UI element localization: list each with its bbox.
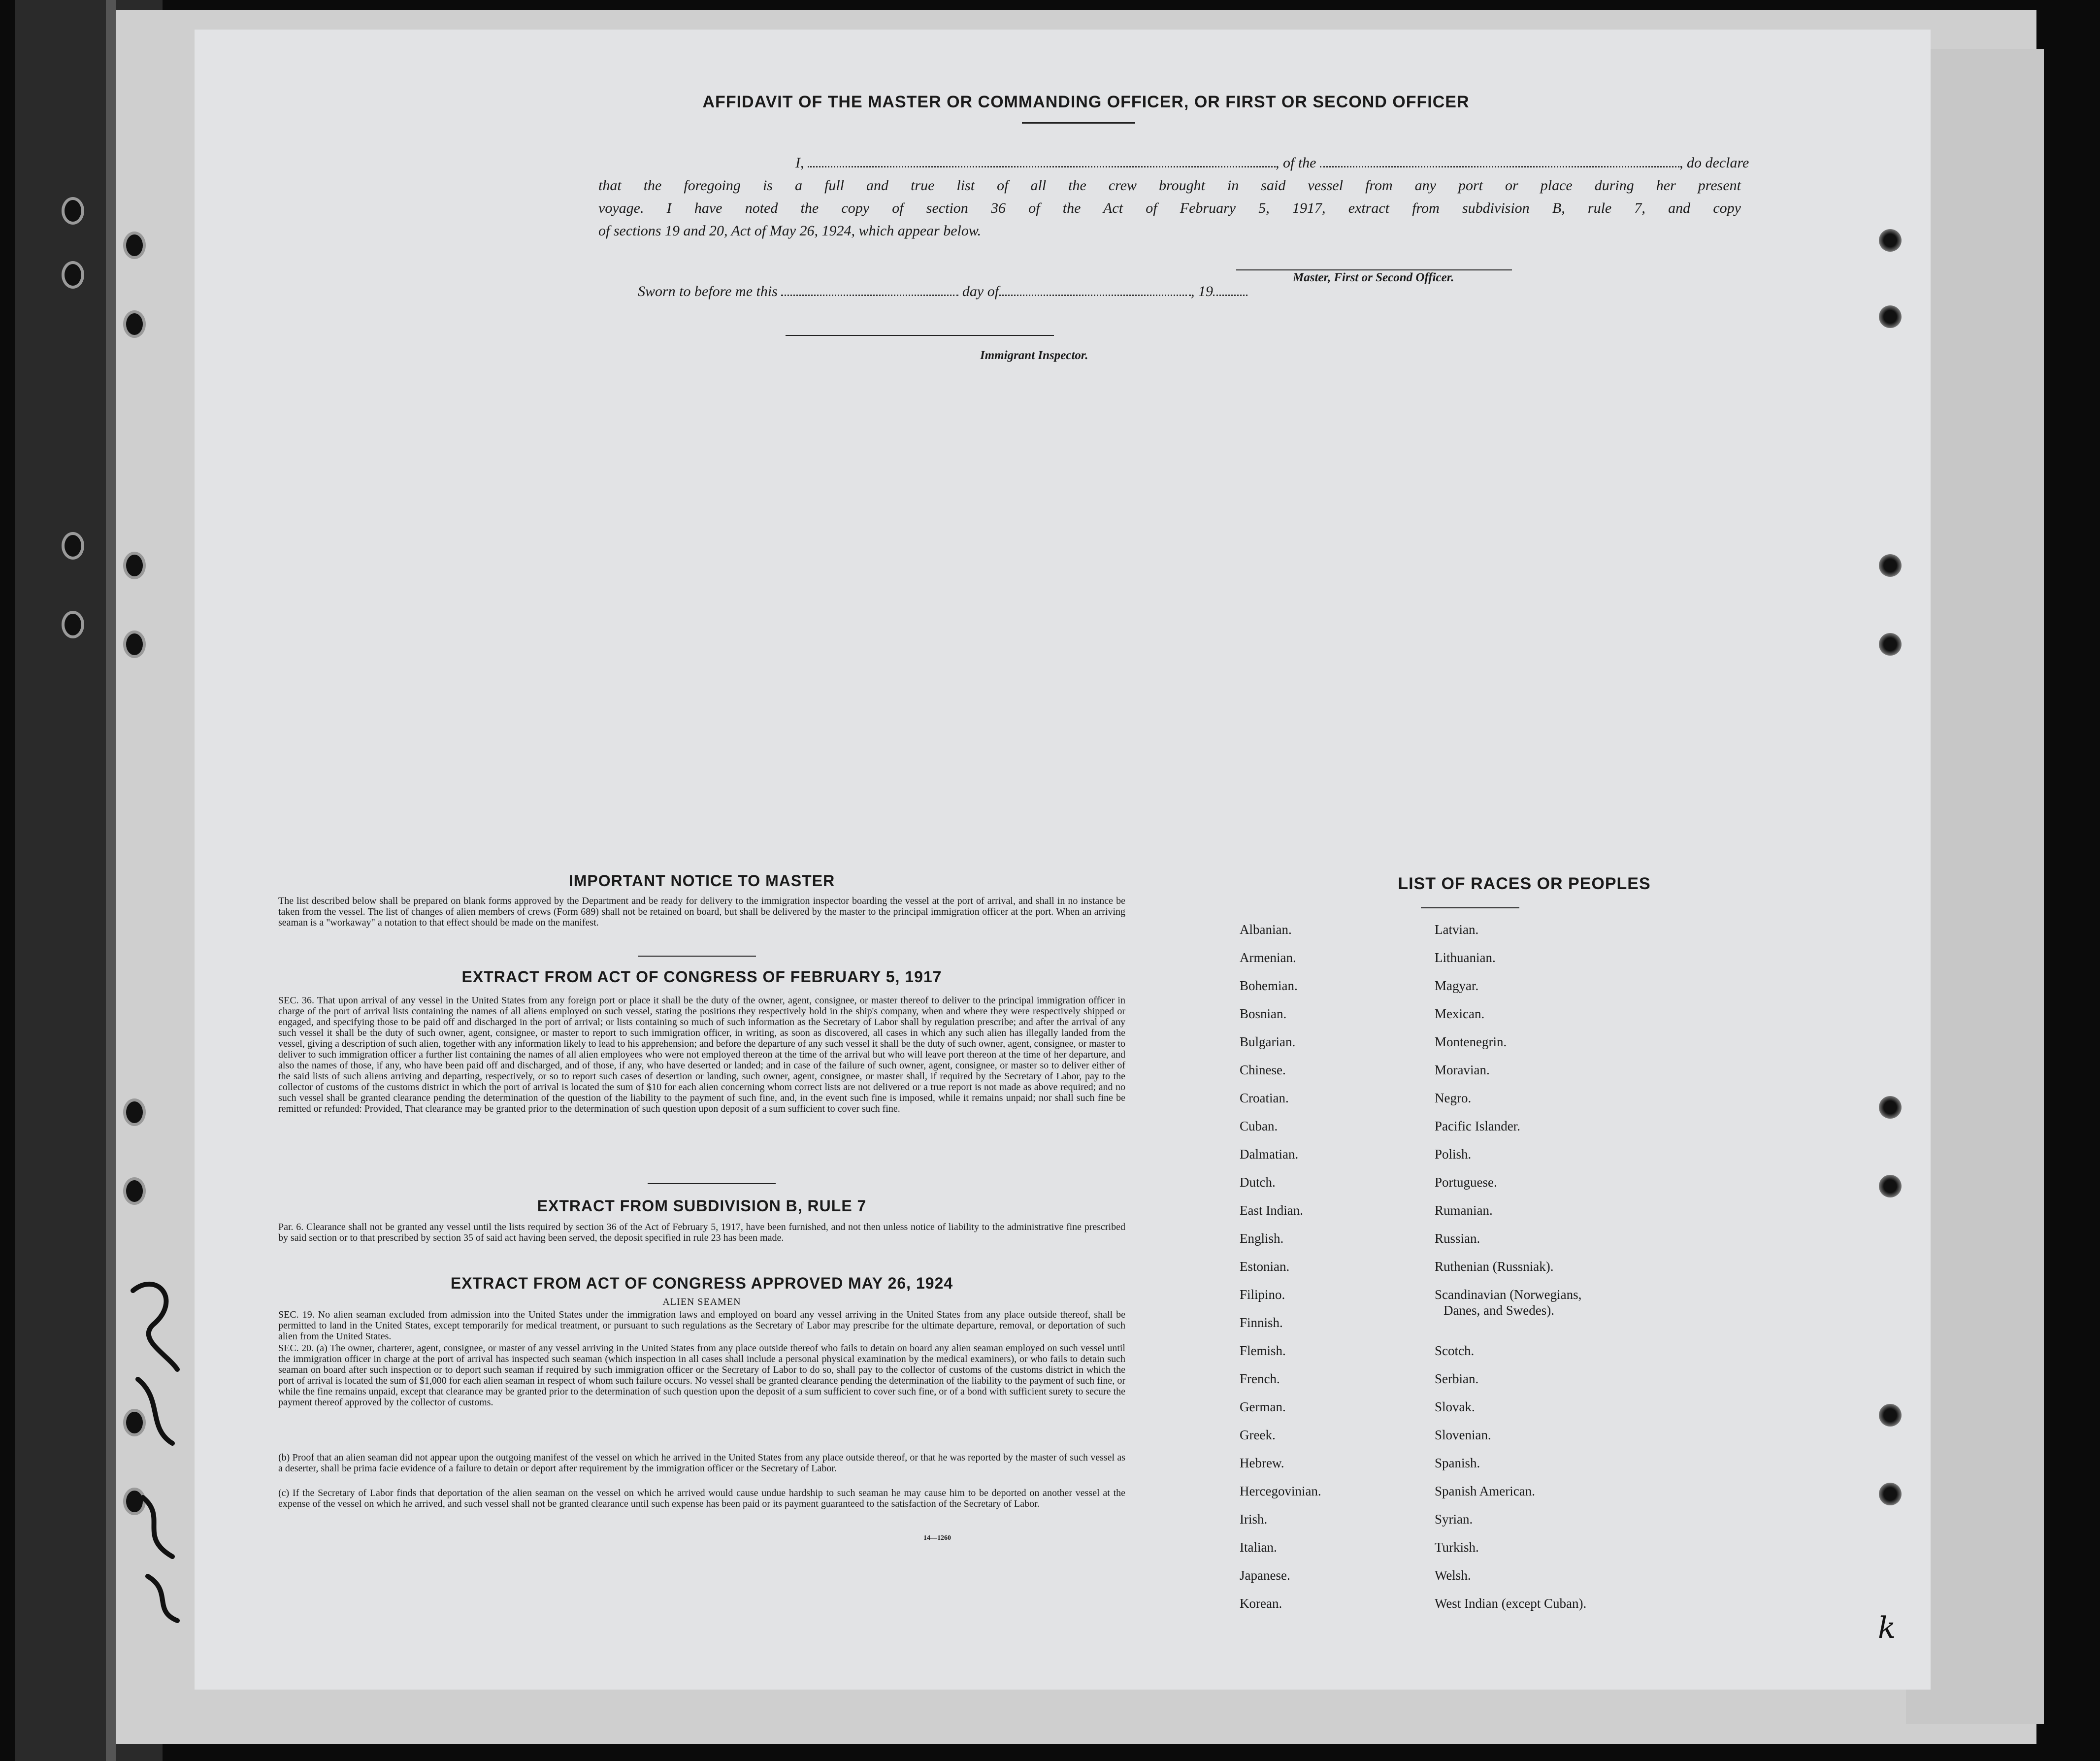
race-item: Latvian. bbox=[1435, 922, 1479, 937]
form-number: 14—1260 bbox=[923, 1534, 951, 1542]
race-item: Pacific Islander. bbox=[1435, 1119, 1520, 1133]
race-item: Russian. bbox=[1435, 1231, 1480, 1246]
affidavit-title: AFFIDAVIT OF THE MASTER OR COMMANDING OFFICER, OR FIRST OR SECOND OFFICER bbox=[702, 93, 1470, 111]
race-item: West Indian (except Cuban). bbox=[1435, 1596, 1587, 1611]
race-item: Japanese. bbox=[1240, 1568, 1290, 1583]
race-item: Bohemian. bbox=[1240, 978, 1298, 993]
race-item: Welsh. bbox=[1435, 1568, 1471, 1583]
signature-caption: Master, First or Second Officer. bbox=[1293, 271, 1454, 284]
punch-hole bbox=[1879, 229, 1902, 252]
race-item: Croatian. bbox=[1240, 1091, 1289, 1105]
races-title: LIST OF RACES OR PEOPLES bbox=[1398, 874, 1651, 893]
subdivision-title: EXTRACT FROM SUBDIVISION B, RULE 7 bbox=[537, 1197, 867, 1215]
punch-hole bbox=[1879, 633, 1902, 656]
sworn-line bbox=[638, 283, 1247, 300]
race-item: Greek. bbox=[1240, 1428, 1276, 1442]
race-item: Italian. bbox=[1240, 1540, 1277, 1555]
sworn-month-field[interactable] bbox=[999, 295, 1191, 296]
race-item: Korean. bbox=[1240, 1596, 1282, 1611]
race-item: Scotch. bbox=[1435, 1343, 1475, 1358]
title-underline bbox=[1022, 122, 1135, 124]
race-item: Lithuanian. bbox=[1435, 950, 1496, 965]
race-item: Moravian. bbox=[1435, 1063, 1490, 1077]
race-item: Danes, and Swedes). bbox=[1444, 1303, 1554, 1318]
divider bbox=[648, 1183, 776, 1184]
binder-hole bbox=[62, 532, 84, 560]
race-item: Flemish. bbox=[1240, 1343, 1286, 1358]
race-item: Scandinavian (Norwegians, bbox=[1435, 1287, 1582, 1302]
race-item: Estonian. bbox=[1240, 1259, 1290, 1274]
race-item: Spanish American. bbox=[1435, 1484, 1535, 1498]
race-item: Chinese. bbox=[1240, 1063, 1286, 1077]
sec19-text: SEC. 19. No alien seaman excluded from admission into the United States under the immigration laws and employed on board any vessel arriving in the United States from any place outside thereof, shall be permitted to land in the United States, except temporarily for medical treatment, or pursuant to such regulations as the Secretary of Labor may prescribe for the ultimate departure, removal, or deportation of such alien from the United States. bbox=[278, 1309, 1125, 1342]
document-page bbox=[195, 30, 1931, 1690]
race-item: Dalmatian. bbox=[1240, 1147, 1299, 1162]
race-item: Mexican. bbox=[1435, 1006, 1485, 1021]
race-item: Negro. bbox=[1435, 1091, 1472, 1105]
races-left-column bbox=[1240, 922, 1321, 1624]
affidavit-line-2: that the foregoing is a full and true list of all the crew brought in said vessel from any port or place during her present bbox=[598, 177, 1741, 194]
day-of-label: day of bbox=[962, 283, 999, 299]
sworn-label: Sworn to before me this bbox=[638, 283, 778, 299]
handwriting-scrawl bbox=[118, 1271, 192, 1626]
sworn-year-field[interactable] bbox=[1213, 295, 1247, 296]
race-item: Hercegovinian. bbox=[1240, 1484, 1321, 1498]
race-item: German. bbox=[1240, 1399, 1286, 1414]
races-right-column bbox=[1435, 922, 1586, 1624]
affidavit-line-3: voyage. I have noted the copy of section 36 of the Act of February 5, 1917, extract from subdivision B, rule 7, and copy bbox=[598, 200, 1741, 216]
punch-hole bbox=[1879, 1404, 1902, 1427]
race-item: Bulgarian. bbox=[1240, 1034, 1296, 1049]
race-item: Dutch. bbox=[1240, 1175, 1276, 1190]
sec20a-text: SEC. 20. (a) The owner, charterer, agent, consignee, or master of any vessel arriving in the United States from any place outside thereof who fails to detain on board any alien seaman employed on such vessel until the immigration officer in charge at the port of arrival has inspected such seaman (which inspection in all cases shall include a personal physical examination by the medical examiners), or who fails to detain such seaman on board after such inspection or to deport such seaman if required by such immigration officer or the Secretary of Labor to do so, shall pay to the collector of customs of the customs district in which the port of arrival is located the sum of $1,000 for each alien seaman in respect of whom such failure occurs. No vessel shall be granted clearance pending the determination of the liability to the payment of such fine, or while the fine remains unpaid, except that clearance may be granted prior to the determination of such question upon the deposit of a sum sufficient to cover such fine, or of a bond with sufficient surety to secure the payment thereof approved by the collector of customs. bbox=[278, 1343, 1125, 1408]
race-item: Irish. bbox=[1240, 1512, 1268, 1527]
race-item: Hebrew. bbox=[1240, 1456, 1284, 1470]
binder-hole bbox=[123, 310, 146, 338]
binder-hole bbox=[123, 1177, 146, 1205]
year-prefix: , 19 bbox=[1191, 283, 1214, 299]
extract-1917-text: SEC. 36. That upon arrival of any vessel in the United States from any foreign port or place it shall be the duty of the owner, agent, consignee, or master thereof to deliver to the principal immigration officer in charge of the port of arrival lists containing the names of all aliens employed on such vessel, stating the positions they respectively hold in the ship's company, when and where they were respectively shipped or engaged, and specifying those to be paid off and discharged in the port of arrival; or lists containing so much of such information as the Secretary of Labor shall by regulation prescribe; and after the arrival of any such vessel it shall be the duty of such owner, agent, consignee, or master to report to such immigration officer, in writing, as soon as discovered, all cases in which any such alien has illegally landed from the vessel, giving a description of such alien, together with any information likely to lead to his apprehension; and before the departure of any such vessel it shall be the duty of such owner, agent, consignee, or master to deliver to such immigration officer a further list containing the names of all alien employees who were not employed thereon at the time of the arrival but who will leave port thereon at the time of her departure, and also the names of those, if any, who have been paid off and discharged, and of those, if any, who have deserted or landed; and in case of the failure of such owner, agent, consignee, or master so to deliver either of the said lists of such aliens arriving and departing, respectively, or so to report such cases of desertion or landing, such owner, agent, consignee, or master shall, if required by the Secretary of Labor, pay to the collector of customs of the customs district in which the port of arrival is located the sum of $10 for each alien concerning whom correct lists are not delivered or a true report is not made as above required; and no such vessel shall be granted clearance pending the determination of the question of the liability to the payment of such fine, and, in the event such fine is imposed, while it remains unpaid; nor shall such fine be remitted or refunded: Provided, That clearance may be granted prior to the determination of such question upon deposit of a sum sufficient to cover such fine. bbox=[278, 995, 1125, 1114]
binder-hole bbox=[123, 232, 146, 259]
extract-1917-title: EXTRACT FROM ACT OF CONGRESS OF FEBRUARY 5, 1917 bbox=[461, 968, 942, 986]
divider bbox=[638, 956, 756, 957]
race-item: Serbian. bbox=[1435, 1371, 1479, 1386]
declare-label: , do declare bbox=[1679, 155, 1749, 171]
race-item: Magyar. bbox=[1435, 978, 1479, 993]
extract-1924-title: EXTRACT FROM ACT OF CONGRESS APPROVED MAY 26, 1924 bbox=[450, 1274, 953, 1292]
race-item: Cuban. bbox=[1240, 1119, 1278, 1133]
race-item: Finnish. bbox=[1240, 1315, 1283, 1330]
inspector-caption: Immigrant Inspector. bbox=[980, 349, 1088, 362]
race-item: Polish. bbox=[1435, 1147, 1472, 1162]
race-item: Ruthenian (Russniak). bbox=[1435, 1259, 1554, 1274]
race-item: Filipino. bbox=[1240, 1287, 1285, 1302]
binder-hole bbox=[123, 552, 146, 579]
race-item: Albanian. bbox=[1240, 922, 1292, 937]
binder-edge bbox=[106, 0, 116, 1761]
margin-mark: k bbox=[1878, 1611, 1896, 1645]
affidavit-line-4: of sections 19 and 20, Act of May 26, 1924, which appear below. bbox=[598, 223, 982, 239]
extract-1924-subtitle: ALIEN SEAMEN bbox=[662, 1296, 741, 1307]
notice-title: IMPORTANT NOTICE TO MASTER bbox=[568, 872, 835, 890]
race-item: Montenegrin. bbox=[1435, 1034, 1507, 1049]
race-item: Spanish. bbox=[1435, 1456, 1480, 1470]
inspector-signature-line[interactable] bbox=[786, 335, 1054, 336]
binder-hole bbox=[62, 611, 84, 638]
race-item: Slovenian. bbox=[1435, 1428, 1491, 1442]
race-item: Turkish. bbox=[1435, 1540, 1479, 1555]
race-item: English. bbox=[1240, 1231, 1284, 1246]
punch-hole bbox=[1879, 1096, 1902, 1119]
of-the-label: , of the bbox=[1276, 155, 1316, 171]
punch-hole bbox=[1879, 1483, 1902, 1505]
binder-hole bbox=[62, 261, 84, 289]
subdivision-text: Par. 6. Clearance shall not be granted any vessel until the lists required by section 36 of the Act of February 5, 1917, have been furnished, and not then unless notice of liability to the administrative fine prescribed by said section or to that prescribed by section 35 of said act having been served, the deposit specified in rule 23 has been made. bbox=[278, 1222, 1125, 1243]
race-item: Syrian. bbox=[1435, 1512, 1473, 1527]
race-item: Portuguese. bbox=[1435, 1175, 1497, 1190]
vessel-name-field[interactable] bbox=[1320, 166, 1679, 167]
race-item: Armenian. bbox=[1240, 950, 1296, 965]
punch-hole bbox=[1879, 305, 1902, 328]
binder-hole bbox=[123, 631, 146, 658]
sec20b-text: (b) Proof that an alien seaman did not appear upon the outgoing manifest of the vessel on which he arrived in the United States from any place outside thereof, or that he was reported by the master of such vessel as a deserter, shall be prima facie evidence of a failure to detain or deport after requirement by the immigration officer or the Secretary of Labor. bbox=[278, 1452, 1125, 1474]
notice-text: The list described below shall be prepared on blank forms approved by the Department and be ready for delivery to the immigration inspector boarding the vessel at the port of arrival, and shall in no instance be taken from the vessel. The list of changes of alien members of crews (Form 689) shall not be retained on board, but shall be delivered by the master to the principal immigration officer at the port. When an arriving seaman is a "workaway" a notation to that effect should be made on the manifest. bbox=[278, 896, 1125, 928]
declarant-prefix: I, bbox=[795, 155, 804, 171]
race-item: East Indian. bbox=[1240, 1203, 1303, 1218]
declarant-name-field[interactable] bbox=[808, 166, 1276, 167]
race-item: Bosnian. bbox=[1240, 1006, 1287, 1021]
punch-hole bbox=[1879, 554, 1902, 577]
sec20c-text: (c) If the Secretary of Labor finds that deportation of the alien seaman on the vessel on which he arrived would cause undue hardship to such seaman he may cause him to be deported on another vessel at the expense of the vessel on which he arrived, and such vessel shall not be granted clearance until such expense has been paid or its payment guaranteed to the satisfaction of the Secretary of Labor. bbox=[278, 1488, 1125, 1509]
signature-line[interactable] bbox=[1236, 269, 1512, 270]
race-item: Rumanian. bbox=[1435, 1203, 1493, 1218]
binder-hole bbox=[62, 197, 84, 225]
punch-hole bbox=[1879, 1175, 1902, 1197]
divider bbox=[1421, 907, 1519, 908]
sworn-date-field[interactable] bbox=[781, 295, 958, 296]
binder-hole bbox=[123, 1098, 146, 1126]
race-item: Slovak. bbox=[1435, 1399, 1475, 1414]
affidavit-body bbox=[598, 152, 1749, 242]
race-item: French. bbox=[1240, 1371, 1280, 1386]
